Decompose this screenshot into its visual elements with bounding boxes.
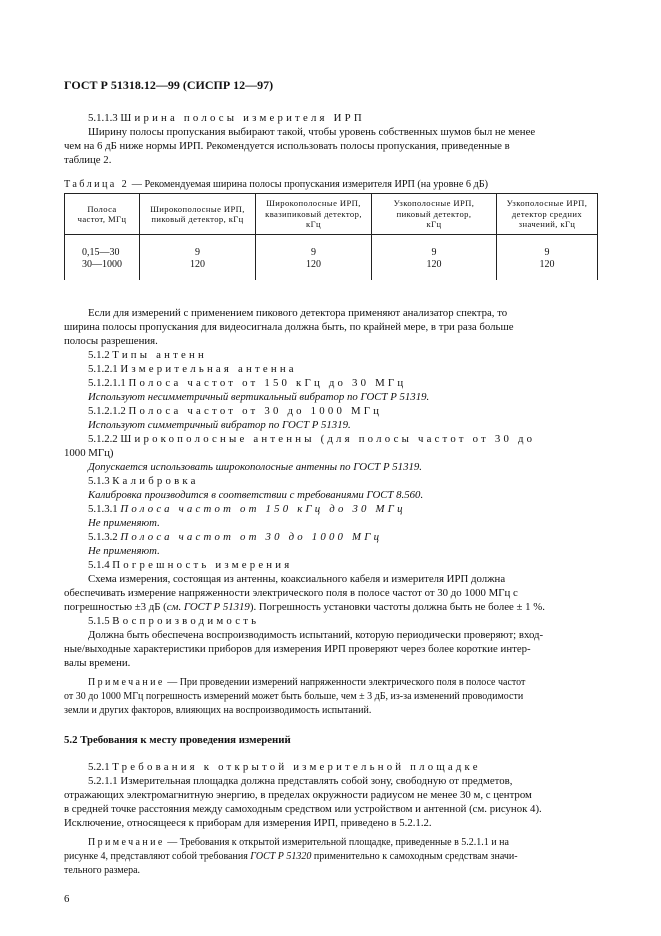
section-5-1-2-1-heading: 5.1.2.1 Измерительная антенна	[88, 363, 297, 375]
note-line: от 30 до 1000 МГц погрешность измерений может быть больше, чем ± 3 дБ, из-за изменений проводимости	[64, 691, 524, 702]
paragraph-line: Не применяют.	[88, 545, 160, 557]
column-header-broadband-quasipeak: Широкополосные ИРП, квазипиковый детектор, кГц	[256, 194, 372, 235]
note-line: земли и других факторов, влияющих на воспроизводимость испытаний.	[64, 705, 372, 716]
column-header-band: Полоса частот, МГц	[65, 194, 140, 235]
paragraph-line: ширина полосы пропускания для видеосигнала должна быть, по крайней мере, в три раза больше	[64, 321, 514, 333]
paragraph-line: Используют несимметричный вертикальный вибратор по ГОСТ Р 51319.	[88, 391, 430, 403]
note-line: рисунке 4, представляют собой требования ГОСТ Р 51320 применительно к самоходным средствам значи-	[64, 851, 518, 862]
table-header-row	[65, 194, 598, 235]
table-caption: Таблица 2 — Рекомендуемая ширина полосы пропускания измерителя ИРП (на уровне 6 дБ)	[64, 179, 488, 190]
page-number: 6	[64, 893, 70, 905]
document-header: ГОСТ Р 51318.12—99 (СИСПР 12—97)	[64, 78, 274, 92]
paragraph-line: Не применяют.	[88, 517, 160, 529]
section-5-1-2-2-heading: 5.1.2.2 Широкополосные антенны (для полосы частот от 30 до	[88, 433, 536, 445]
column-header-broadband-peak: Широкополосные ИРП, пиковый детектор, кГц	[140, 194, 256, 235]
paragraph-line: погрешностью ±3 дБ (см. ГОСТ Р 51319). Погрешность установки частоты должна быть не более ± 1 %.	[64, 601, 545, 613]
table-cell: 9 120	[372, 235, 497, 281]
paragraph-line: в средней точке расстояния между самоходным средством или устройством и антенной (см. рисунок 4).	[64, 803, 542, 815]
paragraph-line: 5.2.1.1 Измерительная площадка должна представлять собой зону, свободную от предметов,	[88, 775, 513, 787]
column-header-narrowband-average: Узкополосные ИРП, детектор средних значений, кГц	[497, 194, 598, 235]
section-5-1-1-3-heading: 5.1.1.3 Ширина полосы измерителя ИРП	[88, 112, 365, 124]
section-5-1-3-2-heading: 5.1.3.2 Полоса частот от 30 до 1000 МГц	[88, 531, 383, 543]
table-cell-band: 0,15—30 30—1000	[65, 235, 140, 281]
table-cell: 9 120	[140, 235, 256, 281]
section-5-1-4-heading: 5.1.4 Погрешность измерения	[88, 559, 293, 571]
paragraph-line: обеспечивать измерение напряженности электрического поля в полосе частот от 30 до 1000 МГц с	[64, 587, 518, 599]
paragraph-line: таблице 2.	[64, 154, 112, 166]
paragraph-line: Допускается использовать широкополосные антенны по ГОСТ Р 51319.	[88, 461, 422, 473]
table-row	[65, 235, 598, 281]
table-cell: 9 120	[256, 235, 372, 281]
paragraph-line: Используют симметричный вибратор по ГОСТ Р 51319.	[88, 419, 351, 431]
paragraph-line: Исключение, относящееся к приборам для измерения ИРП, приведено в 5.2.1.2.	[64, 817, 432, 829]
paragraph-line: отражающих электромагнитную энергию, в пределах окружности радиусом не менее 30 м, с центром	[64, 789, 532, 801]
bandwidth-table	[64, 193, 598, 280]
section-5-1-3-1-heading: 5.1.3.1 Полоса частот от 150 кГц до 30 МГц	[88, 503, 406, 515]
section-5-1-2-heading: 5.1.2 Типы антенн	[88, 349, 207, 361]
paragraph-line: Схема измерения, состоящая из антенны, коаксиального кабеля и измерителя ИРП должна	[88, 573, 506, 585]
paragraph-line: Калибровка производится в соответствии с требованиями ГОСТ 8.560.	[88, 489, 424, 501]
paragraph-line: валы времени.	[64, 657, 131, 669]
paragraph-line: полосы разрешения.	[64, 335, 158, 347]
section-5-1-5-heading: 5.1.5 Воспроизводимость	[88, 615, 260, 627]
column-header-narrowband-peak: Узкополосные ИРП, пиковый детектор, кГц	[372, 194, 497, 235]
note-line: Примечание — При проведении измерений напряженности электрического поля в полосе частот	[88, 677, 526, 688]
paragraph-line: Должна быть обеспечена воспроизводимость испытаний, которую периодически проверяют; вход-	[88, 629, 544, 641]
section-5-1-2-1-1-heading: 5.1.2.1.1 Полоса частот от 150 кГц до 30 МГц	[88, 377, 407, 389]
note-line: тельного размера.	[64, 865, 141, 876]
note-line: Примечание — Требования к открытой измерительной площадке, приведенные в 5.2.1.1 и на	[88, 837, 509, 848]
section-5-2-heading: 5.2 Требования к месту проведения измерений	[64, 734, 291, 746]
paragraph-line: чем на 6 дБ ниже нормы ИРП. Рекомендуется использовать полосы пропускания, приведенные в	[64, 140, 510, 152]
section-5-1-2-1-2-heading: 5.1.2.1.2 Полоса частот от 30 до 1000 МГц	[88, 405, 383, 417]
paragraph-line: ные/выходные характеристики приборов для измерения ИРП проверяют через более короткие интер-	[64, 643, 531, 655]
paragraph-line: Ширину полосы пропускания выбирают такой, чтобы уровень собственных шумов был не менее	[88, 126, 536, 138]
section-5-1-3-heading: 5.1.3 Калибровка	[88, 475, 199, 487]
table-cell: 9 120	[497, 235, 598, 281]
section-5-2-1-heading: 5.2.1 Требования к открытой измерительной площадке	[88, 761, 481, 773]
heading-continuation: 1000 МГц)	[64, 447, 114, 459]
paragraph-line: Если для измерений с применением пикового детектора применяют анализатор спектра, то	[88, 307, 508, 319]
